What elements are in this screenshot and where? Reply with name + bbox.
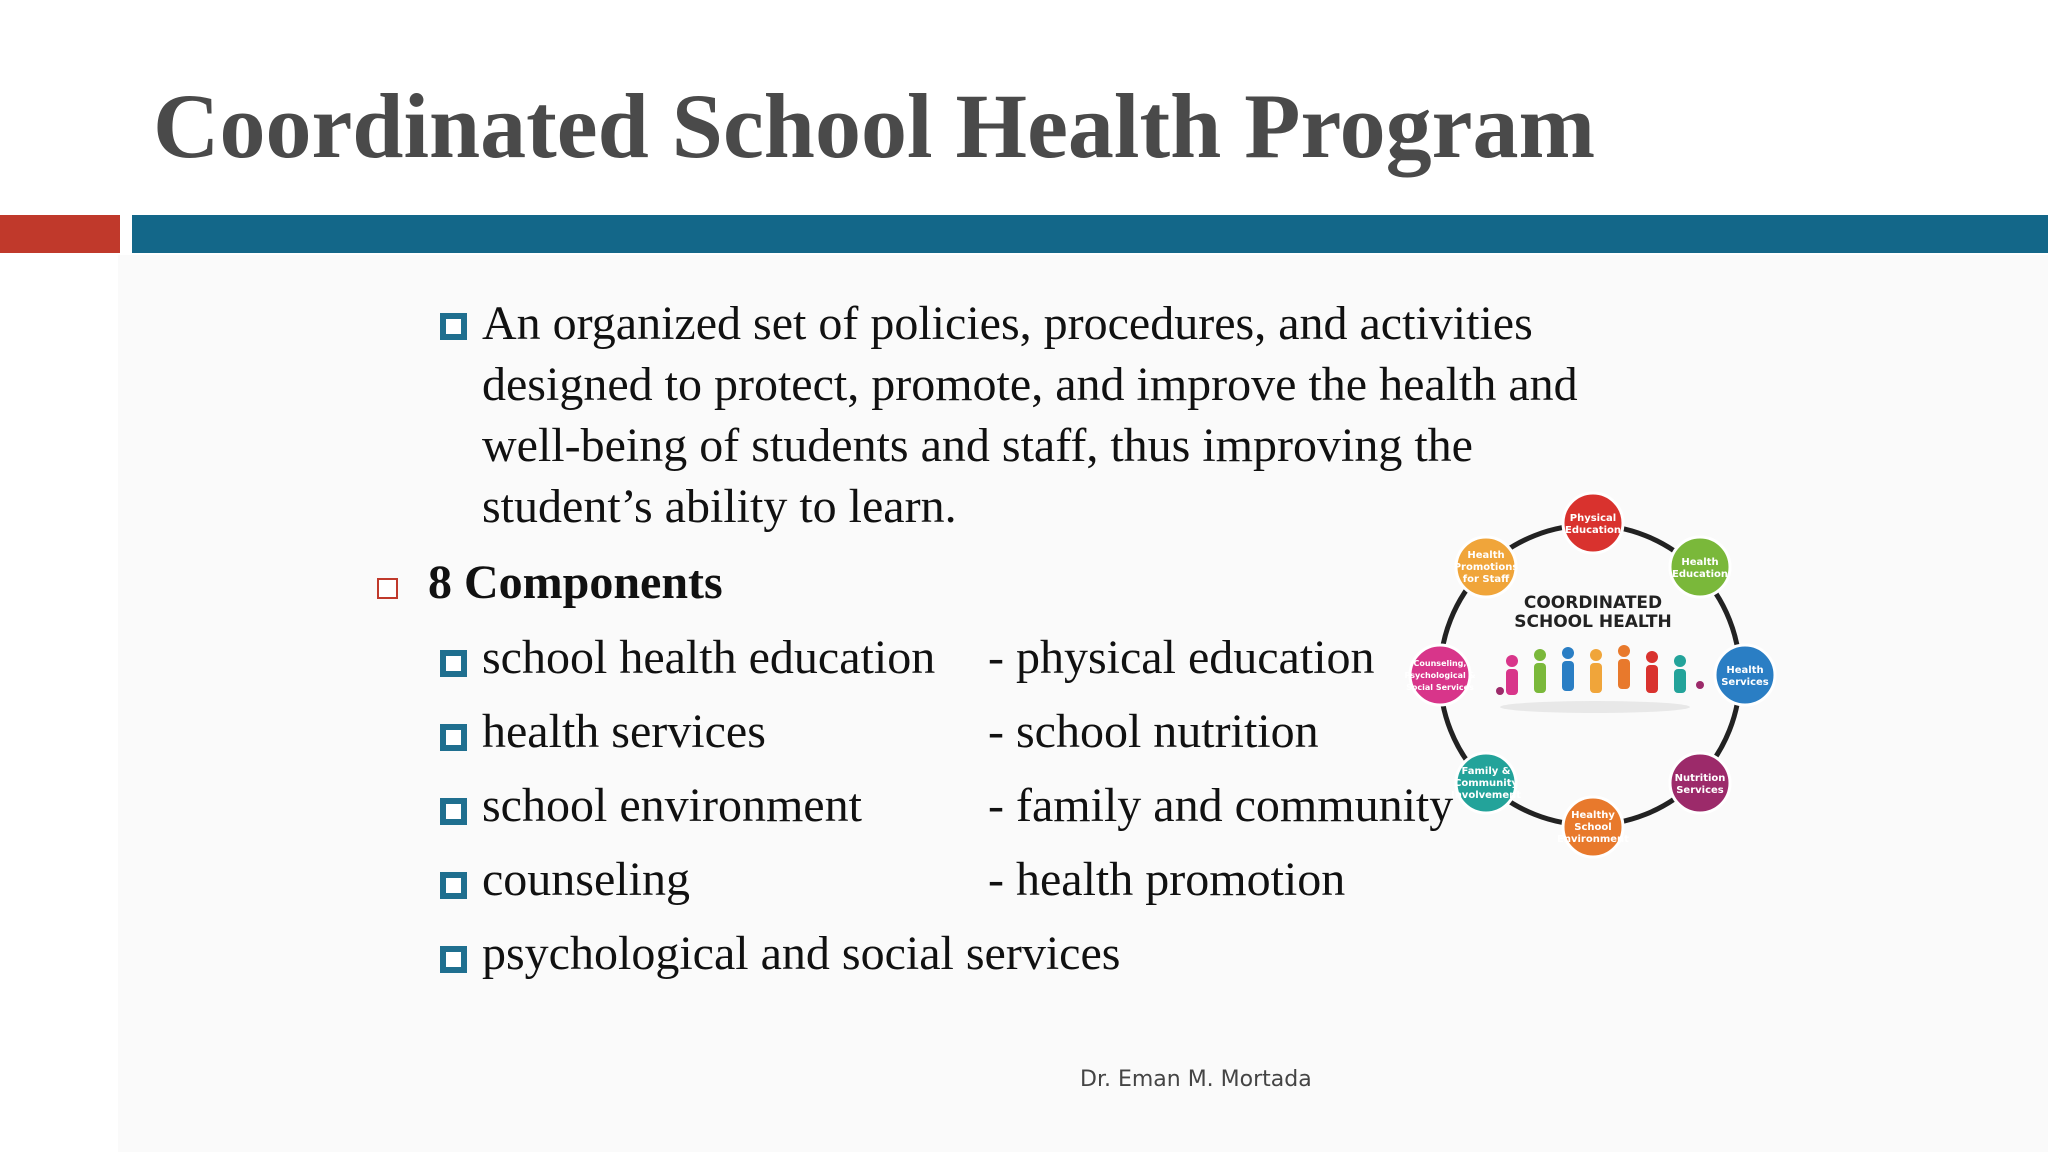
svg-text:Social Services: Social Services: [1406, 683, 1474, 692]
svg-text:Health: Health: [1467, 550, 1505, 561]
component-left: counseling: [482, 853, 690, 906]
svg-text:Health: Health: [1726, 665, 1764, 676]
svg-text:Involvement: Involvement: [1450, 790, 1522, 801]
square-bullet-icon: [440, 313, 467, 340]
definition-line-2: designed to protect, promote, and improve the health and: [482, 358, 1578, 411]
component-left: school environment: [482, 779, 862, 832]
svg-text:School: School: [1574, 822, 1612, 833]
node-counseling-psychological-social: [1405, 645, 1476, 705]
component-left: school health education: [482, 631, 936, 684]
node-physical-education: [1563, 493, 1623, 553]
diagram-center-title-2: SCHOOL HEALTH: [1514, 612, 1672, 632]
component-right: - health promotion: [988, 853, 1346, 906]
svg-text:Counseling,: Counseling,: [1413, 659, 1467, 668]
component-right: - school nutrition: [988, 705, 1319, 758]
svg-text:Services: Services: [1676, 785, 1724, 796]
node-health-services: [1715, 645, 1775, 705]
svg-text:Community: Community: [1453, 778, 1519, 789]
node-healthy-school-environment: [1557, 797, 1629, 857]
footer-author: Dr. Eman M. Mortada: [1080, 1067, 1312, 1092]
component-left: psychological and social services: [482, 927, 1121, 980]
svg-text:Health: Health: [1681, 557, 1719, 568]
hollow-square-bullet-icon: [377, 578, 398, 599]
svg-text:Nutrition: Nutrition: [1674, 773, 1726, 784]
svg-text:Healthy: Healthy: [1571, 810, 1615, 821]
svg-text:Services: Services: [1721, 677, 1769, 688]
coordinated-school-health-diagram: [1400, 485, 1780, 865]
components-heading: 8 Components: [428, 556, 723, 609]
slide-title: Coordinated School Health Program: [153, 75, 1596, 177]
children-figures-illustration: [1496, 645, 1704, 713]
definition-line-4: student’s ability to learn.: [482, 480, 957, 533]
definition-line-1: An organized set of policies, procedures, and activities: [482, 297, 1533, 350]
svg-text:Family &: Family &: [1461, 766, 1511, 777]
square-bullet-icon: [440, 650, 467, 677]
square-bullet-icon: [440, 724, 467, 751]
definition-line-3: well-being of students and staff, thus improving the: [482, 419, 1473, 472]
node-health-education: [1670, 537, 1730, 597]
component-left: health services: [482, 705, 766, 758]
square-bullet-icon: [440, 872, 467, 899]
component-right: - family and community: [988, 779, 1454, 832]
node-health-promotion-staff: [1454, 537, 1519, 597]
component-right: - physical education: [988, 631, 1375, 684]
title-accent-bar-red: [0, 215, 120, 253]
square-bullet-icon: [440, 946, 467, 973]
diagram-center-title-1: COORDINATED: [1523, 593, 1663, 613]
svg-text:for Staff: for Staff: [1462, 574, 1510, 585]
svg-text:Physical: Physical: [1569, 513, 1617, 524]
svg-text:Promotions: Promotions: [1453, 562, 1519, 573]
svg-text:Education: Education: [1565, 525, 1621, 536]
svg-text:Environment: Environment: [1557, 834, 1629, 845]
svg-text:Psychological &: Psychological &: [1404, 671, 1476, 680]
square-bullet-icon: [440, 798, 467, 825]
node-nutrition-services: [1670, 753, 1730, 813]
title-accent-bar-blue: [132, 215, 2048, 253]
svg-text:Education: Education: [1672, 569, 1728, 580]
